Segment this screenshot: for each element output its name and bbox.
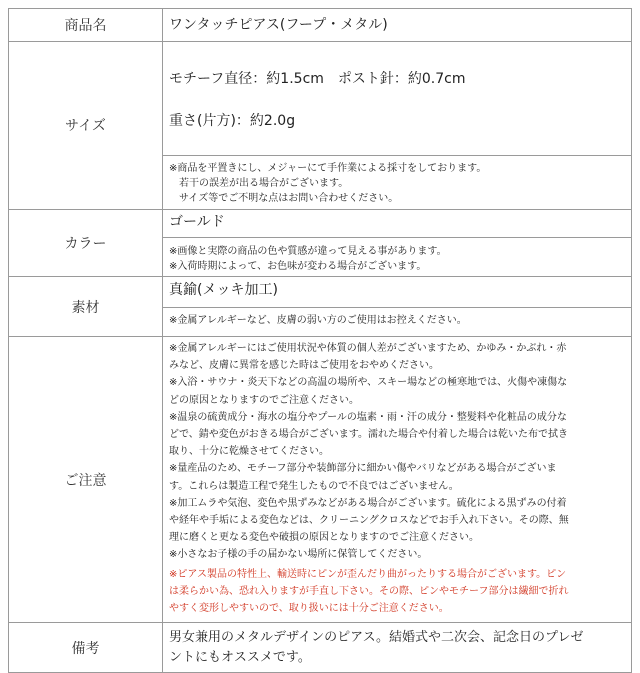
row-caution <box>9 337 632 623</box>
spec-table <box>8 8 632 673</box>
caution-warning: ※ピアス製品の特性上、輸送時にピンが歪んだり曲がったりする場合がございます。ピン は柔らかい為、恐れ入りますが手直し下さい。その際、ピンやモチーフ部分は繊細で折れ やすく変形しやすいので、取り扱いには十分ご注意ください。 <box>169 568 569 615</box>
row-size <box>9 42 632 210</box>
label-color: カラー <box>9 209 163 276</box>
row-color <box>9 209 632 276</box>
caution-notes: ※金属アレルギーにはご使用状況や体質の個人差がございますため、かゆみ・かぶれ・赤 みなど、皮膚に異常を感じた時はご使用をおやめください。 ※入浴・サウナ・炎天下などの高温の場所や、スキー場などの極寒地では、火傷や凍傷な どの原因となりますのでご注意ください。 ※温泉の硫黄成分・海水の塩分やプールの塩素・雨・汗の成分・整髪料や化粧品の成分な どで、錆や変色がおきる場合がございます。濡れた場合や付着した場合は乾いた布で拭き 取り、十分に乾燥させてください。 ※量産品のため、モチーフ部分や装飾部分に細かい傷やバリなどがある場合がございま す。これらは製造工程で発生したもので不良ではございません。 ※加工ムラや気泡、変色や黒ずみなどがある場合がございます。硫化による黒ずみの付着 や経年や手垢による変色などは、クリーニングクロスなどでお手入れ下さい。その際、無 理に磨くと更なる変色や破損の原因となりますのでご注意ください。 ※小さなお子様の手の届かない場所に保管してください。 <box>169 343 569 561</box>
size-note: ※商品を平置きにし、メジャーにて手作業による採寸をしております。 若干の誤差が出る場合がございます。 サイズ等でご不明な点はお問い合わせください。 <box>163 155 631 209</box>
label-size: サイズ <box>9 42 163 210</box>
label-caution: ご注意 <box>9 337 163 623</box>
product-spec-sheet <box>8 8 632 673</box>
size-values <box>163 42 631 155</box>
row-material <box>9 277 632 337</box>
size-dimensions: モチーフ直径：約1.5cm ポスト針：約0.7cm <box>169 71 466 87</box>
product-name-value: ワンタッチピアス(フープ・メタル) <box>169 16 388 33</box>
color-note: ※画像と実際の商品の色や質感が違って見える事があります。 ※入荷時期によって、お色味が変わる場合がございます。 <box>163 237 631 276</box>
remarks-value: 男女兼用のメタルデザインのピアス。結婚式や二次会、記念日のプレゼ ントにもオススメです。 <box>169 629 584 665</box>
color-value: ゴールド <box>169 213 225 230</box>
label-product-name: 商品名 <box>9 9 163 42</box>
material-value: 真鍮(メッキ加工) <box>169 282 278 299</box>
row-remarks <box>9 623 632 673</box>
material-note: ※金属アレルギーなど、皮膚の弱い方のご使用はお控えください。 <box>163 307 631 330</box>
label-material: 素材 <box>9 277 163 337</box>
row-product-name <box>9 9 632 42</box>
size-weight: 重さ(片方)：約2.0g <box>169 113 296 129</box>
label-remarks: 備考 <box>9 623 163 673</box>
